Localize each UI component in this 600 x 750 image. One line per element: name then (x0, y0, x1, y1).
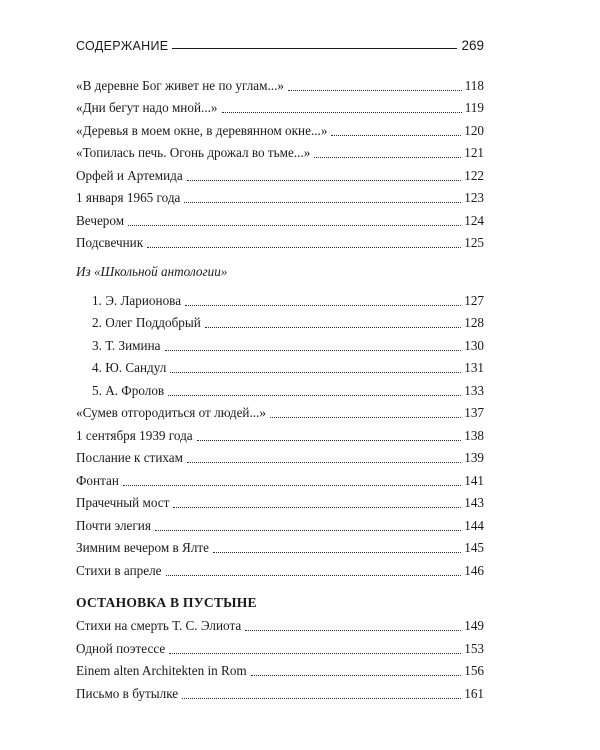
toc-entry-title: 1 сентября 1939 года (76, 428, 193, 443)
toc-entry-page: 124 (464, 213, 484, 228)
toc-entry-page: 156 (464, 663, 484, 678)
toc-entry (76, 74, 484, 94)
leader-dots (128, 225, 461, 226)
leader-dots (169, 653, 461, 654)
toc-entry-title: 1. Э. Ларионова (92, 293, 182, 308)
toc-entry-title: 5. А. Фролов (92, 383, 165, 398)
toc-entry-page: 118 (464, 78, 484, 93)
leader-dots (123, 485, 461, 486)
leader-dots (173, 507, 461, 508)
toc-entry (76, 614, 484, 634)
toc-entry (76, 491, 484, 511)
toc-entry-title: «Деревья в моем окне, в деревянном окне...» (76, 123, 328, 138)
toc-entry (76, 659, 484, 679)
toc-entry (76, 141, 484, 161)
toc-entry (76, 379, 484, 399)
toc-entry-title: «Дни бегут надо мной...» (76, 100, 218, 115)
leader-dots (222, 112, 462, 113)
toc-entry-title: Вечером (76, 213, 125, 228)
leader-dots (187, 180, 461, 181)
toc-entry (76, 96, 484, 116)
toc-entry (76, 559, 484, 579)
toc-entry-page: 119 (464, 100, 484, 115)
toc-entry-page: 128 (464, 315, 484, 330)
toc-entry (76, 514, 484, 534)
toc-entry-title: Почти элегия (76, 518, 151, 533)
toc-entry-page: 146 (464, 563, 484, 578)
toc-entry-page: 145 (464, 540, 484, 555)
toc-entry-page: 125 (464, 235, 484, 250)
page-number: 269 (461, 38, 484, 53)
toc-entry-title: Послание к стихам (76, 450, 183, 465)
toc-entry-page: 122 (464, 168, 484, 183)
toc-entry-page: 161 (464, 686, 484, 701)
leader-dots (288, 90, 462, 91)
toc-entry-page: 144 (464, 518, 484, 533)
leader-dots (270, 417, 461, 418)
leader-dots (245, 630, 461, 631)
part-heading: ОСТАНОВКА В ПУСТЫНЕ (76, 595, 257, 610)
toc-entry-page: 130 (464, 338, 484, 353)
toc-entry (76, 424, 484, 444)
toc-entry-page: 133 (464, 383, 484, 398)
toc-entry-page: 121 (464, 145, 484, 160)
toc-entry-title: Одной поэтессе (76, 641, 166, 656)
toc-entry (76, 119, 484, 139)
toc-entry-page: 153 (464, 641, 484, 656)
toc-entry-title: Орфей и Артемида (76, 168, 183, 183)
toc-entry-page: 120 (464, 123, 484, 138)
header-rule (172, 48, 457, 49)
toc-entry-title: Фонтан (76, 473, 119, 488)
toc-entry-page: 143 (464, 495, 484, 510)
toc-entry-page: 149 (464, 618, 484, 633)
leader-dots (166, 575, 462, 576)
leader-dots (251, 675, 462, 676)
leader-dots (187, 462, 461, 463)
toc-entry (76, 637, 484, 657)
toc-entry (76, 401, 484, 421)
toc-entry (76, 469, 484, 489)
leader-dots (170, 372, 461, 373)
toc-entry-page: 123 (464, 190, 484, 205)
toc-entry-page: 127 (464, 293, 484, 308)
leader-dots (155, 530, 461, 531)
toc-entry-title: Зимним вечером в Ялте (76, 540, 210, 555)
leader-dots (165, 350, 462, 351)
running-header-title: СОДЕРЖАНИЕ (76, 39, 169, 53)
leader-dots (147, 247, 461, 248)
leader-dots (331, 135, 461, 136)
toc-entry (76, 164, 484, 184)
toc-entry-page: 141 (464, 473, 484, 488)
toc-entry (76, 356, 484, 376)
toc-entry-page: 139 (464, 450, 484, 465)
toc-entry-title: Прачечный мост (76, 495, 170, 510)
leader-dots (314, 157, 461, 158)
section-heading: Из «Школьной антологии» (76, 264, 228, 279)
toc-entry (76, 186, 484, 206)
toc-entry (76, 334, 484, 354)
toc-entry-title: 4. Ю. Сандул (92, 360, 167, 375)
toc-entry (76, 682, 484, 702)
toc-entry-title: «Топилась печь. Огонь дрожал во тьме...» (76, 145, 311, 160)
leader-dots (213, 552, 461, 553)
toc-entry-title: «Сумев отгородиться от людей...» (76, 405, 266, 420)
leader-dots (185, 305, 461, 306)
toc-entry (76, 311, 484, 331)
toc-entry-page: 137 (464, 405, 484, 420)
leader-dots (205, 327, 461, 328)
toc-entry-title: 1 января 1965 года (76, 190, 181, 205)
toc-entry-title: «В деревне Бог живет не по углам...» (76, 78, 284, 93)
toc-entry-title: 2. Олег Поддобрый (92, 315, 201, 330)
running-header (76, 38, 484, 53)
toc-entry-title: Письмо в бутылке (76, 686, 179, 701)
toc-entry-title: 3. Т. Зимина (92, 338, 161, 353)
toc-entry (76, 446, 484, 466)
toc-entry-page: 131 (464, 360, 484, 375)
leader-dots (168, 395, 461, 396)
leader-dots (197, 440, 462, 441)
toc-entry (76, 209, 484, 229)
toc-entry-title: Стихи на смерть Т. С. Элиота (76, 618, 242, 633)
toc-entry-page: 138 (464, 428, 484, 443)
toc-entry (76, 289, 484, 309)
toc-entry-title: Подсвечник (76, 235, 144, 250)
toc-entry (76, 536, 484, 556)
toc-entry-title: Стихи в апреле (76, 563, 162, 578)
leader-dots (184, 202, 461, 203)
toc-entry (76, 231, 484, 251)
leader-dots (182, 698, 461, 699)
toc-entry-title: Einem alten Architekten in Rom (76, 663, 247, 678)
